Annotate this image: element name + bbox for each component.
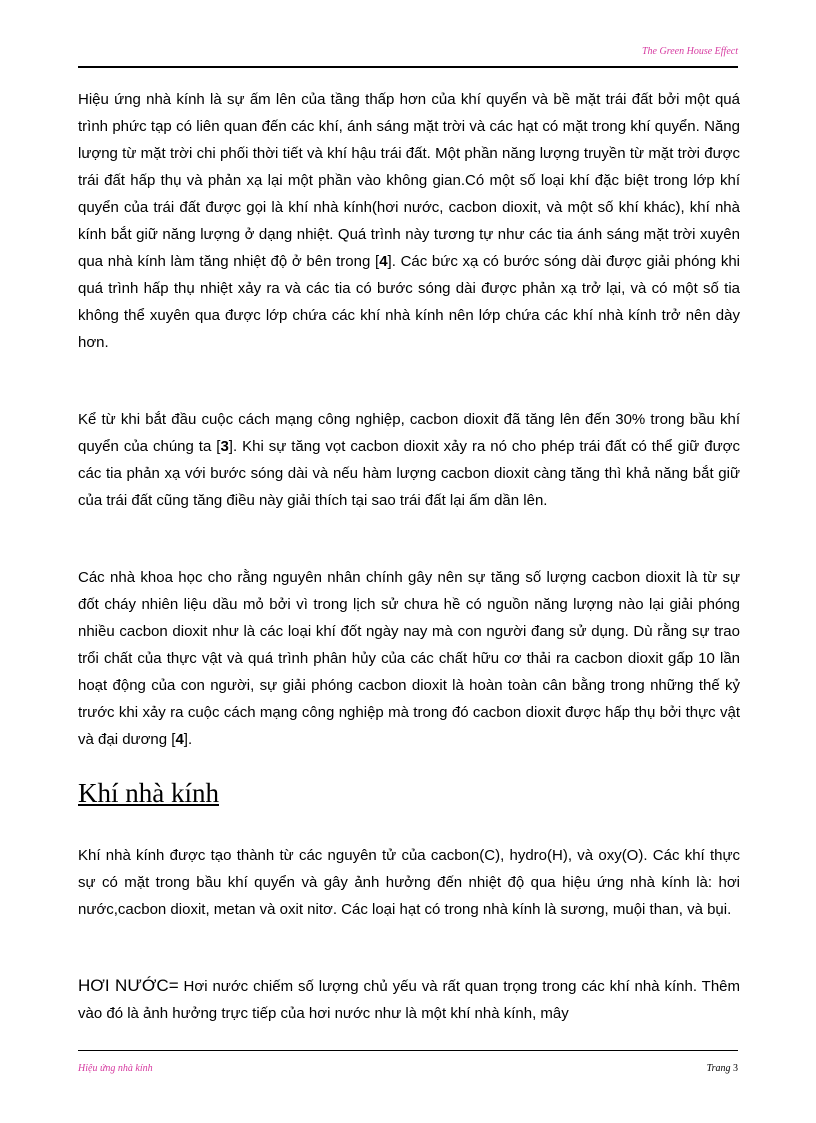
paragraph-intro (78, 86, 740, 356)
paragraph-text: Hơi nước chiếm số lượng chủ yếu và rất quan trọng trong các khí nhà kính. Thêm vào đó là ảnh hưởng trực tiếp của hơi nước như là một khí nhà kính, mây (78, 978, 740, 1022)
page-number (707, 1063, 738, 1074)
header-rule (78, 66, 738, 68)
citation-ref: 4 (379, 253, 388, 270)
footer-rule (78, 1050, 738, 1051)
paragraph-text: Các nhà khoa học cho rằng nguyên nhân chính gây nên sự tăng số lượng cacbon dioxit là từ sự đốt cháy nhiên liệu dầu mỏ bởi vì trong lịch sử chưa hề có nguồn năng lượng nào lại giải phóng nhiều cacbon dioxit như là các loại khí đốt ngày nay mà con người đang sử dụng. Dù rằng sự trao trổi chất của thực vật và quá trình phân hủy của các chất hữu cơ thải ra cacbon dioxit gấp 10 lần hoạt động của con người, sự giải phóng cacbon dioxit là hoàn toàn cân bằng trong những thế kỷ trước khi xảy ra cuộc cách mạng công nghiệp mà trong đó cacbon dioxit được hấp thụ bởi thực vật và đại dương [ (78, 569, 740, 748)
footer-title: Hiệu ứng nhà kính (78, 1063, 153, 1074)
term-label: HƠI NƯỚC= (78, 976, 179, 995)
paragraph-water-vapor (78, 972, 740, 1027)
paragraph-text: Kể từ khi bắt đầu cuộc cách mạng công nghiệp, cacbon dioxit đã tăng lên đến 30% trong bầu khí quyển của chúng ta [ (78, 411, 740, 455)
paragraph-text: Hiệu ứng nhà kính là sự ấm lên của tầng thấp hơn của khí quyển và bề mặt trái đất bởi một quá trình phức tạp có liên quan đến các khí, ánh sáng mặt trời và các hạt có mặt trong khí quyển. Năng lượng từ mặt trời chi phối thời tiết và khí hậu trái đất. Một phần năng lượng truyền từ mặt trời được trái đất hấp thụ và phản xạ lại một phần vào không gian.Có một số loại khí đặc biệt trong lớp khí quyển của trái đất được gọi là khí nhà kính(hơi nước, cacbon dioxit, và một số khí khác), khí nhà kính bắt giữ năng lượng ở dạng nhiệt. Quá trình này tương tự như các tia ánh sáng mặt trời xuyên qua nhà kính làm tăng nhiệt độ ở bên trong [ (78, 91, 740, 270)
citation-ref: 3 (220, 438, 229, 455)
paragraph-text: ]. Khi sự tăng vọt cacbon dioxit xảy ra nó cho phép trái đất có thể giữ được các tia phản xạ với bước sóng dài và nếu hàm lượng cacbon dioxit càng tăng thì khả năng bắt giữ của trái đất cũng tăng điều này giải thích tại sao trái đất lại ấm dần lên. (78, 438, 740, 509)
paragraph-gases: Khí nhà kính được tạo thành từ các nguyên tử của cacbon(C), hydro(H), và oxy(O). Các khí thực sự có mặt trong bầu khí quyển và gây ảnh hưởng đến nhiệt độ qua hiệu ứng nhà kính là: hơi nước,cacbon dioxit, metan và oxit nitơ. Các loại hạt có trong nhà kính là sương, muội than, và bụi. (78, 847, 740, 918)
paragraph-text: ]. Các bức xạ có bước sóng dài được giải phóng khi quá trình hấp thụ nhiệt xảy ra và các tia có bước sóng dài được phản xạ trở lại, và có một số tia không thể xuyên qua được lớp chứa các khí nhà kính nên lớp chứa các khí nhà kính trở nên dày hơn. (78, 253, 740, 351)
paragraph-causes (78, 564, 740, 753)
running-header-title: The Green House Effect (642, 46, 738, 57)
page-label: Trang (706, 1063, 731, 1074)
citation-ref: 4 (175, 731, 184, 748)
paragraph-text: ]. (183, 731, 193, 748)
section-heading: Khí nhà kính (78, 778, 219, 808)
paragraph-industrial (78, 406, 740, 514)
page-number-value: 3 (733, 1063, 738, 1074)
